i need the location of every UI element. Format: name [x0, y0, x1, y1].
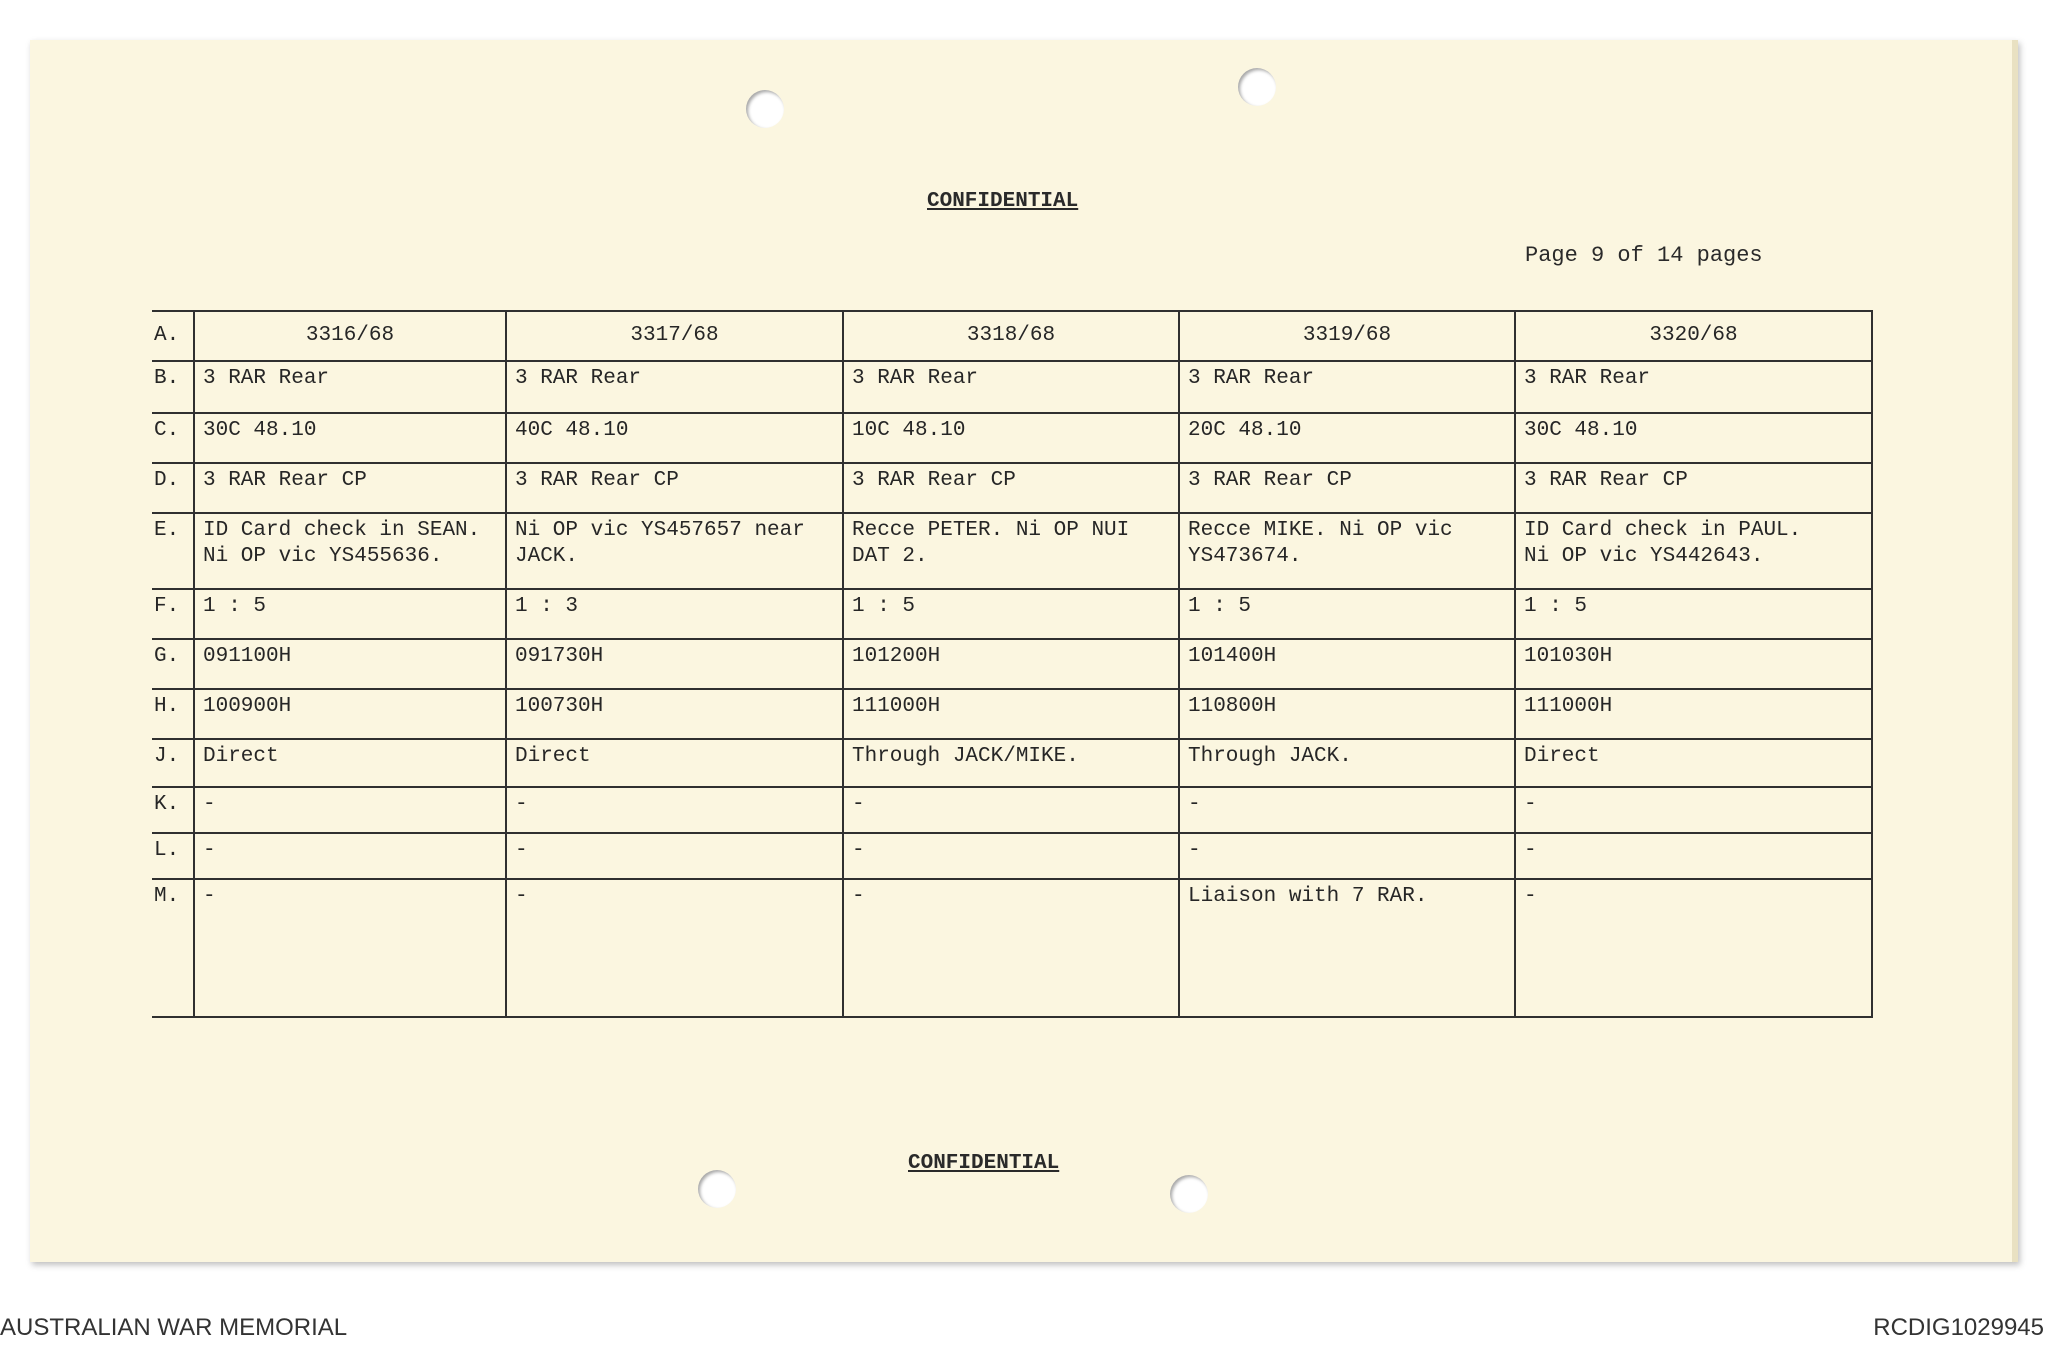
table-cell: - [194, 833, 506, 879]
table-cell: 101030H [1515, 639, 1872, 689]
table-cell: 3318/68 [843, 311, 1179, 361]
table-cell: 3317/68 [506, 311, 843, 361]
table-cell: 101200H [843, 639, 1179, 689]
table-cell: - [194, 787, 506, 833]
table-cell: - [1515, 833, 1872, 879]
table-row [152, 739, 1872, 787]
punch-hole-bottom-left [698, 1170, 736, 1208]
table-cell: Direct [506, 739, 843, 787]
row-label: L. [152, 833, 194, 879]
table-cell: 091730H [506, 639, 843, 689]
archive-footer [0, 1306, 2048, 1346]
table-cell: Ni OP vic YS457657 near JACK. [506, 513, 843, 589]
table-row [152, 833, 1872, 879]
punch-hole-bottom-right [1170, 1175, 1208, 1213]
row-label: B. [152, 361, 194, 413]
table-cell: - [506, 833, 843, 879]
table-cell: 3 RAR Rear [1179, 361, 1515, 413]
table-row [152, 463, 1872, 513]
table-cell: - [1515, 787, 1872, 833]
table-cell: 30C 48.10 [1515, 413, 1872, 463]
table-row [152, 879, 1872, 1017]
table-cell: 3320/68 [1515, 311, 1872, 361]
row-label: A. [152, 311, 194, 361]
row-label: D. [152, 463, 194, 513]
table-cell: 3 RAR Rear CP [1179, 463, 1515, 513]
table-cell: 3 RAR Rear [843, 361, 1179, 413]
table-cell: 3 RAR Rear CP [506, 463, 843, 513]
table-cell: - [506, 879, 843, 1017]
table-cell: Recce MIKE. Ni OP vic YS473674. [1179, 513, 1515, 589]
institution-name: AUSTRALIAN WAR MEMORIAL [0, 1314, 348, 1341]
row-label: M. [152, 879, 194, 1017]
table-cell: 111000H [1515, 689, 1872, 739]
table-cell: 3319/68 [1179, 311, 1515, 361]
row-label: H. [152, 689, 194, 739]
punch-hole-top-left [746, 90, 784, 128]
table-cell: 1 : 3 [506, 589, 843, 639]
table-cell: Through JACK/MIKE. [843, 739, 1179, 787]
table-cell: 091100H [194, 639, 506, 689]
table-cell: - [1179, 833, 1515, 879]
table-cell: - [1515, 879, 1872, 1017]
table-cell: - [843, 879, 1179, 1017]
table-cell: 1 : 5 [194, 589, 506, 639]
table-cell: 20C 48.10 [1179, 413, 1515, 463]
table-cell: 100730H [506, 689, 843, 739]
row-label: E. [152, 513, 194, 589]
table-row [152, 513, 1872, 589]
table-cell: 101400H [1179, 639, 1515, 689]
table-row [152, 787, 1872, 833]
table-cell: - [1179, 787, 1515, 833]
table-cell: - [194, 879, 506, 1017]
table-row [152, 311, 1872, 361]
row-label: K. [152, 787, 194, 833]
table-cell: Through JACK. [1179, 739, 1515, 787]
table-cell: 111000H [843, 689, 1179, 739]
table-cell: 100900H [194, 689, 506, 739]
table-cell: Direct [194, 739, 506, 787]
table-cell: 10C 48.10 [843, 413, 1179, 463]
row-label: F. [152, 589, 194, 639]
table-cell: - [506, 787, 843, 833]
table-cell: Direct [1515, 739, 1872, 787]
table-row [152, 413, 1872, 463]
table-cell: 1 : 5 [843, 589, 1179, 639]
archive-reference: RCDIG1029945 [1873, 1314, 2044, 1341]
table-cell: - [843, 833, 1179, 879]
row-label: J. [152, 739, 194, 787]
table-cell: 3 RAR Rear [1515, 361, 1872, 413]
table-row [152, 361, 1872, 413]
table-cell: 30C 48.10 [194, 413, 506, 463]
page-number: Page 9 of 14 pages [1525, 243, 1763, 268]
table-cell: 1 : 5 [1179, 589, 1515, 639]
table-cell: ID Card check in PAUL. Ni OP vic YS442643. [1515, 513, 1872, 589]
data-table [152, 310, 1873, 1018]
table-cell: 3 RAR Rear [506, 361, 843, 413]
row-label: G. [152, 639, 194, 689]
table-cell: 3316/68 [194, 311, 506, 361]
header-classification: CONFIDENTIAL [927, 190, 1079, 213]
table-cell: ID Card check in SEAN. Ni OP vic YS455636. [194, 513, 506, 589]
row-label: C. [152, 413, 194, 463]
table-row [152, 689, 1872, 739]
table-cell: 110800H [1179, 689, 1515, 739]
footer-classification: CONFIDENTIAL [908, 1152, 1060, 1175]
table-cell: 40C 48.10 [506, 413, 843, 463]
table-cell: 1 : 5 [1515, 589, 1872, 639]
table-cell: 3 RAR Rear CP [843, 463, 1179, 513]
table-cell: 3 RAR Rear CP [1515, 463, 1872, 513]
table-cell: Recce PETER. Ni OP NUI DAT 2. [843, 513, 1179, 589]
table-cell: 3 RAR Rear CP [194, 463, 506, 513]
table-cell: - [843, 787, 1179, 833]
table-cell: Liaison with 7 RAR. [1179, 879, 1515, 1017]
table-row [152, 639, 1872, 689]
table-row [152, 589, 1872, 639]
table-cell: 3 RAR Rear [194, 361, 506, 413]
punch-hole-top-right [1238, 68, 1276, 106]
